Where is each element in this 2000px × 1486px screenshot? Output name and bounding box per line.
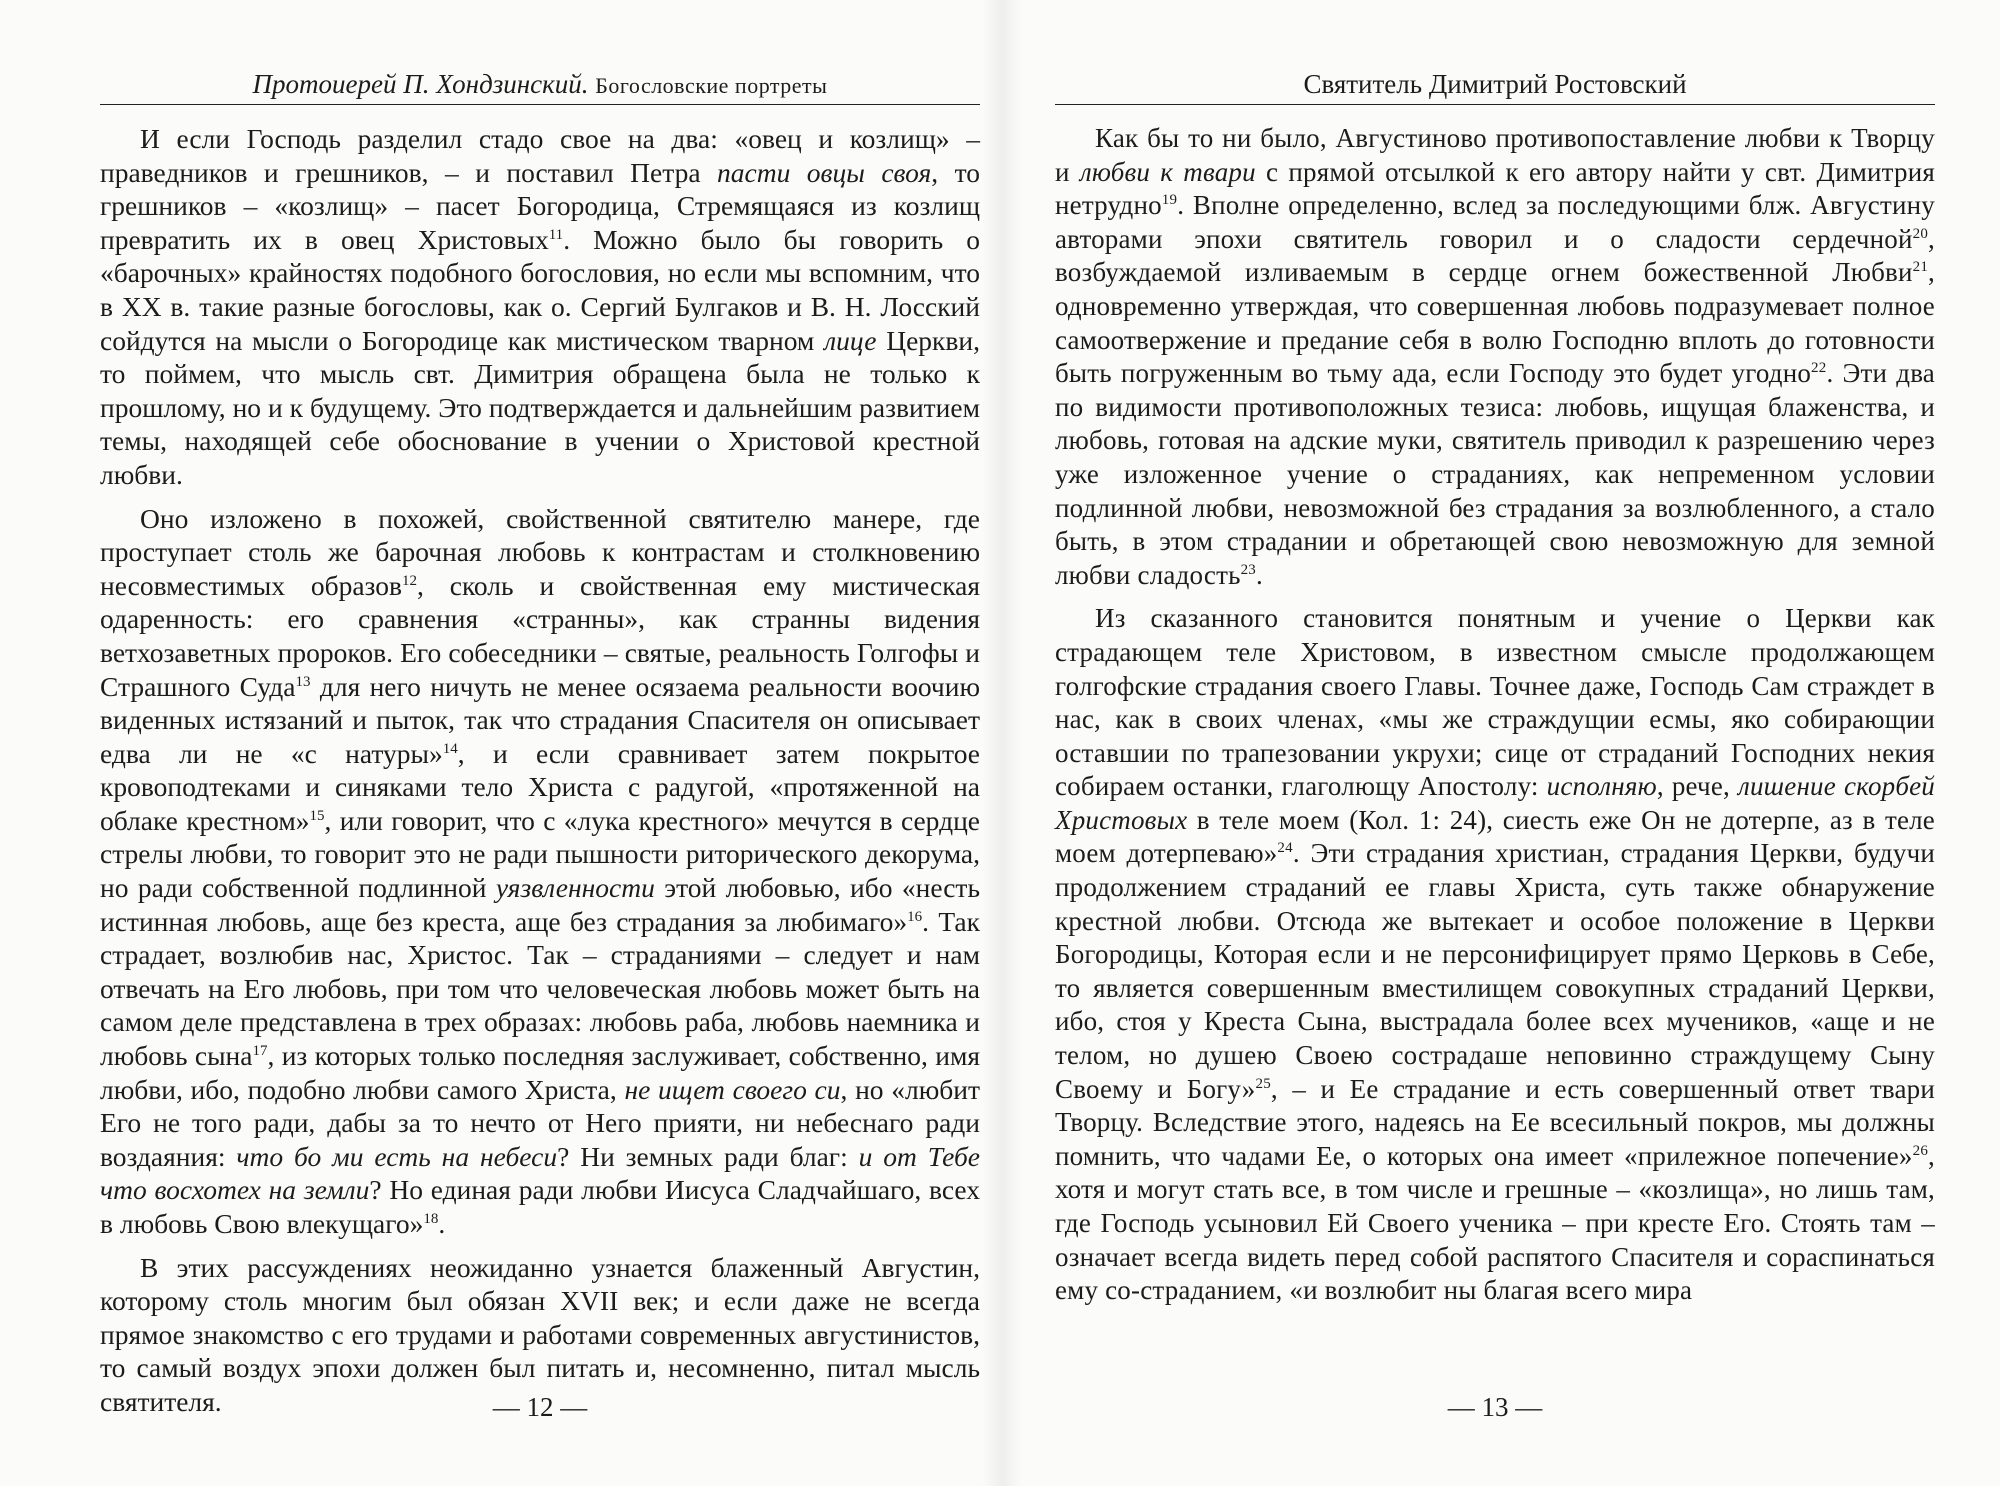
footnote-ref: 20: [1912, 225, 1929, 242]
text-run: .: [438, 1208, 446, 1239]
italic-quote: что бо ми есть на небеси: [236, 1140, 558, 1172]
paragraph: [1055, 602, 1935, 1307]
footnote-ref: 21: [1912, 259, 1929, 276]
footnote-ref: 17: [252, 1043, 268, 1060]
text-run: , возбуждаемой изливаемым в сердце огнем божественной Любви: [1055, 223, 1935, 288]
text-run: , и если сравнивает затем покрытое кровоподтеками и синяками тело Христа с радугой, «протяженной на облаке крестном»: [100, 737, 980, 836]
page-number-left: — 12 —: [492, 1392, 588, 1422]
text-run: , хотя и могут стать все, в том числе и грешные – «козлища», но лишь там, где Господь усыновил Ей Своего ученика – при кресте Его. Стоять там – означает всегда видеть перед собой распятого Спасителя и сораспинаться ему со-страданием, «и возлюбит ны благая всего мира: [1055, 1140, 1935, 1306]
text-run: , рече,: [1656, 771, 1738, 802]
text-run: , из которых только последняя заслуживает, собственно, имя любви, ибо, подобно любви самого Христа,: [100, 1040, 980, 1105]
header-book-title: Богословские портреты: [595, 73, 828, 98]
text-run: , – и Ее страдание и есть совершенный ответ твари Творцу. Вследствие этого, надеясь на Ее всесильный покров, мы должны помнить, что чадами Ее, о которых она имеет «прилежное попечение»: [1055, 1073, 1935, 1171]
text-run: этой любовью, ибо «несть истинная любовь, аще без креста, аще без страдания за любимаго»: [100, 872, 980, 937]
text-run: . Можно было бы говорить о «барочных» крайностях подобного богословия, но если мы вспомним, что в XX в. такие разные богословы, как о. Сергий Булгаков и В. Н. Лосский сойдутся на мысли о Богородице как мистическом тварном: [100, 223, 980, 356]
paragraph: [100, 502, 980, 1241]
text-run: , сколь и свойственная ему мистическая одаренность: его сравнения «странны», как странны видения ветхозаветных пророков. Его собеседники – святые, реальность Голгофы и Страшного Суда: [100, 569, 980, 702]
text-run: в теле моем (Кол. 1: 24), сиесть еже Он не дотерпе, аз в теле моем дотерпеваю»: [1055, 804, 1935, 869]
header-author: Протоиерей П. Хондзинский.: [252, 69, 589, 99]
italic-quote: пасти овцы своя: [717, 156, 932, 188]
text-run: ? Ни земных ради благ:: [557, 1140, 859, 1172]
text-run: , но «любит Его не того ради, дабы за то нечто от Него прияти, ни небеснаго ради воздаяния:: [100, 1073, 980, 1172]
text-run: , одновременно утверждая, что совершенная любовь подразумевает полное самоотвержение и предание себя в волю Господню вплоть до готовности быть погруженным во тьму ада, если Господу это будет угодно: [1055, 257, 1935, 389]
footnote-ref: 24: [1277, 840, 1293, 857]
page-number-right: — 13 —: [1447, 1392, 1543, 1422]
footnote-ref: 12: [401, 572, 417, 589]
text-run: Церкви, то поймем, что мысль свт. Димитрия обращена была не только к прошлому, но и к будущему. Это подтверждается и дальнейшим развитием темы, находящей себе обоснование в учении о Христовой крестной любви.: [100, 324, 980, 490]
footnote-ref: 11: [548, 226, 564, 243]
footnote-ref: 23: [1240, 561, 1256, 578]
text-run: Как бы то ни было, Августиново противопоставление любви к Творцу и: [1055, 123, 1935, 187]
book-gutter: [982, 0, 1022, 1486]
right-page-text: [1055, 122, 1935, 1318]
paragraph: [1055, 122, 1935, 592]
text-run: , или говорит, что с «лука крестного» мечутся в сердце стрелы любви, то говорит это не ради пышности риторического декорума, но ради собственной подлинной: [100, 804, 980, 904]
footnote-ref: 25: [1255, 1075, 1271, 1092]
italic-quote: любви к твари: [1079, 156, 1256, 187]
text-run: . Эти страдания христиан, страдания Церкви, будучи продолжением страданий ее главы Христа, суть также обнаружение крестной любви. Отсюда же вытекает и особое положение в Церкви Богородицы, Которая если и не персонифицирует прямо Церковь в Себе, то является совершенным вместилищем совокупных страданий Церкви, ибо, стоя у Креста Сына, выстрадала более всех мучеников, «аще и не телом, но душею Своею сострадаше неповинно страждущему Сыну Своему и Богу»: [1055, 838, 1935, 1104]
italic-quote: исполняю: [1546, 771, 1657, 802]
text-run: ? Но единая ради любви Иисуса Сладчайшаго, всех в любовь Свою влекущаго»: [100, 1174, 980, 1239]
text-run: В этих рассуждениях неожиданно узнается блаженный Августин, которому столь многим был обязан XVII век; и если даже не всегда прямое знакомство с его трудами и работами современных августинистов, то самый воздух эпохи должен был питать и, несомненно, питал мысль святителя.: [100, 1251, 980, 1417]
italic-quote: лишение скорбей Христовых: [1055, 771, 1936, 835]
header-rule: [100, 104, 980, 105]
text-run: .: [1255, 559, 1263, 590]
header-rule: [1055, 104, 1935, 105]
italic-quote: лице: [824, 324, 877, 356]
running-header-right: Святитель Димитрий Ростовский: [1303, 69, 1687, 99]
text-run: И если Господь разделил стадо свое на два: «овец и козлищ» – праведников и грешников, – и поставил Петра: [100, 123, 980, 188]
right-page: [1055, 0, 1935, 1486]
footnote-ref: 26: [1912, 1142, 1929, 1159]
footnote-ref: 14: [442, 740, 458, 757]
running-header-left: [100, 66, 980, 104]
footnote-ref: 22: [1811, 360, 1827, 377]
paragraph: [100, 122, 980, 492]
text-run: , то грешников – «козлищ» – пасет Богородица, Стремящаяся из козлищ превратить их в овец Христовых: [100, 156, 981, 255]
text-run: . Эти два по видимости противоположных тезиса: любовь, ищущая блаженства, и любовь, готовая на адские муки, святитель приводил к разрешению через уже изложенное учение о страданиях, как непременном условии подлинной любви, невозможной без страдания за возлюбленного, а стало быть, в этом страдании и обретающей свою невозможную для земной любви сладость: [1055, 358, 1935, 590]
text-run: . Так страдает, возлюбив нас, Христос. Так – страданиями – следует и нам отвечать на Его любовь, при том что человеческая любовь может быть на самом деле представлена в трех образах: любовь раба, любовь наемника и любовь сына: [100, 905, 980, 1072]
left-page: [100, 0, 980, 1486]
footnote-ref: 13: [295, 673, 311, 690]
footnote-ref: 19: [1161, 192, 1178, 209]
italic-quote: уязвленности: [495, 872, 655, 904]
left-page-text: [100, 122, 980, 1429]
text-run: для него ничуть не менее осязаема реальности воочию виденных истязаний и пыток, так что страдания Спасителя он описывает едва ли не «с натуры»: [100, 670, 980, 769]
footnote-ref: 18: [423, 1211, 439, 1227]
italic-quote: не ищет своего си: [624, 1073, 841, 1105]
text-run: Оно изложено в похожей, свойственной святителю манере, где проступает столь же барочная любовь к контрастам и столкновению несовместимых образов: [100, 502, 980, 601]
text-run: Из сказанного становится понятным и учение о Церкви как страдающем теле Христовом, в известном смысле продолжающем голгофские страдания своего Главы. Точнее даже, Господь Сам страждет в нас, как в своих членах, «мы же страждущии есмы, яко собирающии оставшии по трапезовании укрухи; сице от страданий Господних некия собираем останки, глаголющу Апостолу:: [1055, 603, 1935, 802]
footnote-ref: 15: [309, 807, 325, 824]
text-run: с прямой отсылкой к его автору найти у свт. Димитрия нетрудно: [1055, 156, 1935, 221]
text-run: . Вполне определенно, вслед за последующими блж. Августину авторами эпохи святитель говорил и о сладости сердечной: [1055, 190, 1935, 254]
footnote-ref: 16: [907, 908, 923, 925]
italic-quote: и от Тебе что восхотех на земли: [100, 1140, 980, 1206]
